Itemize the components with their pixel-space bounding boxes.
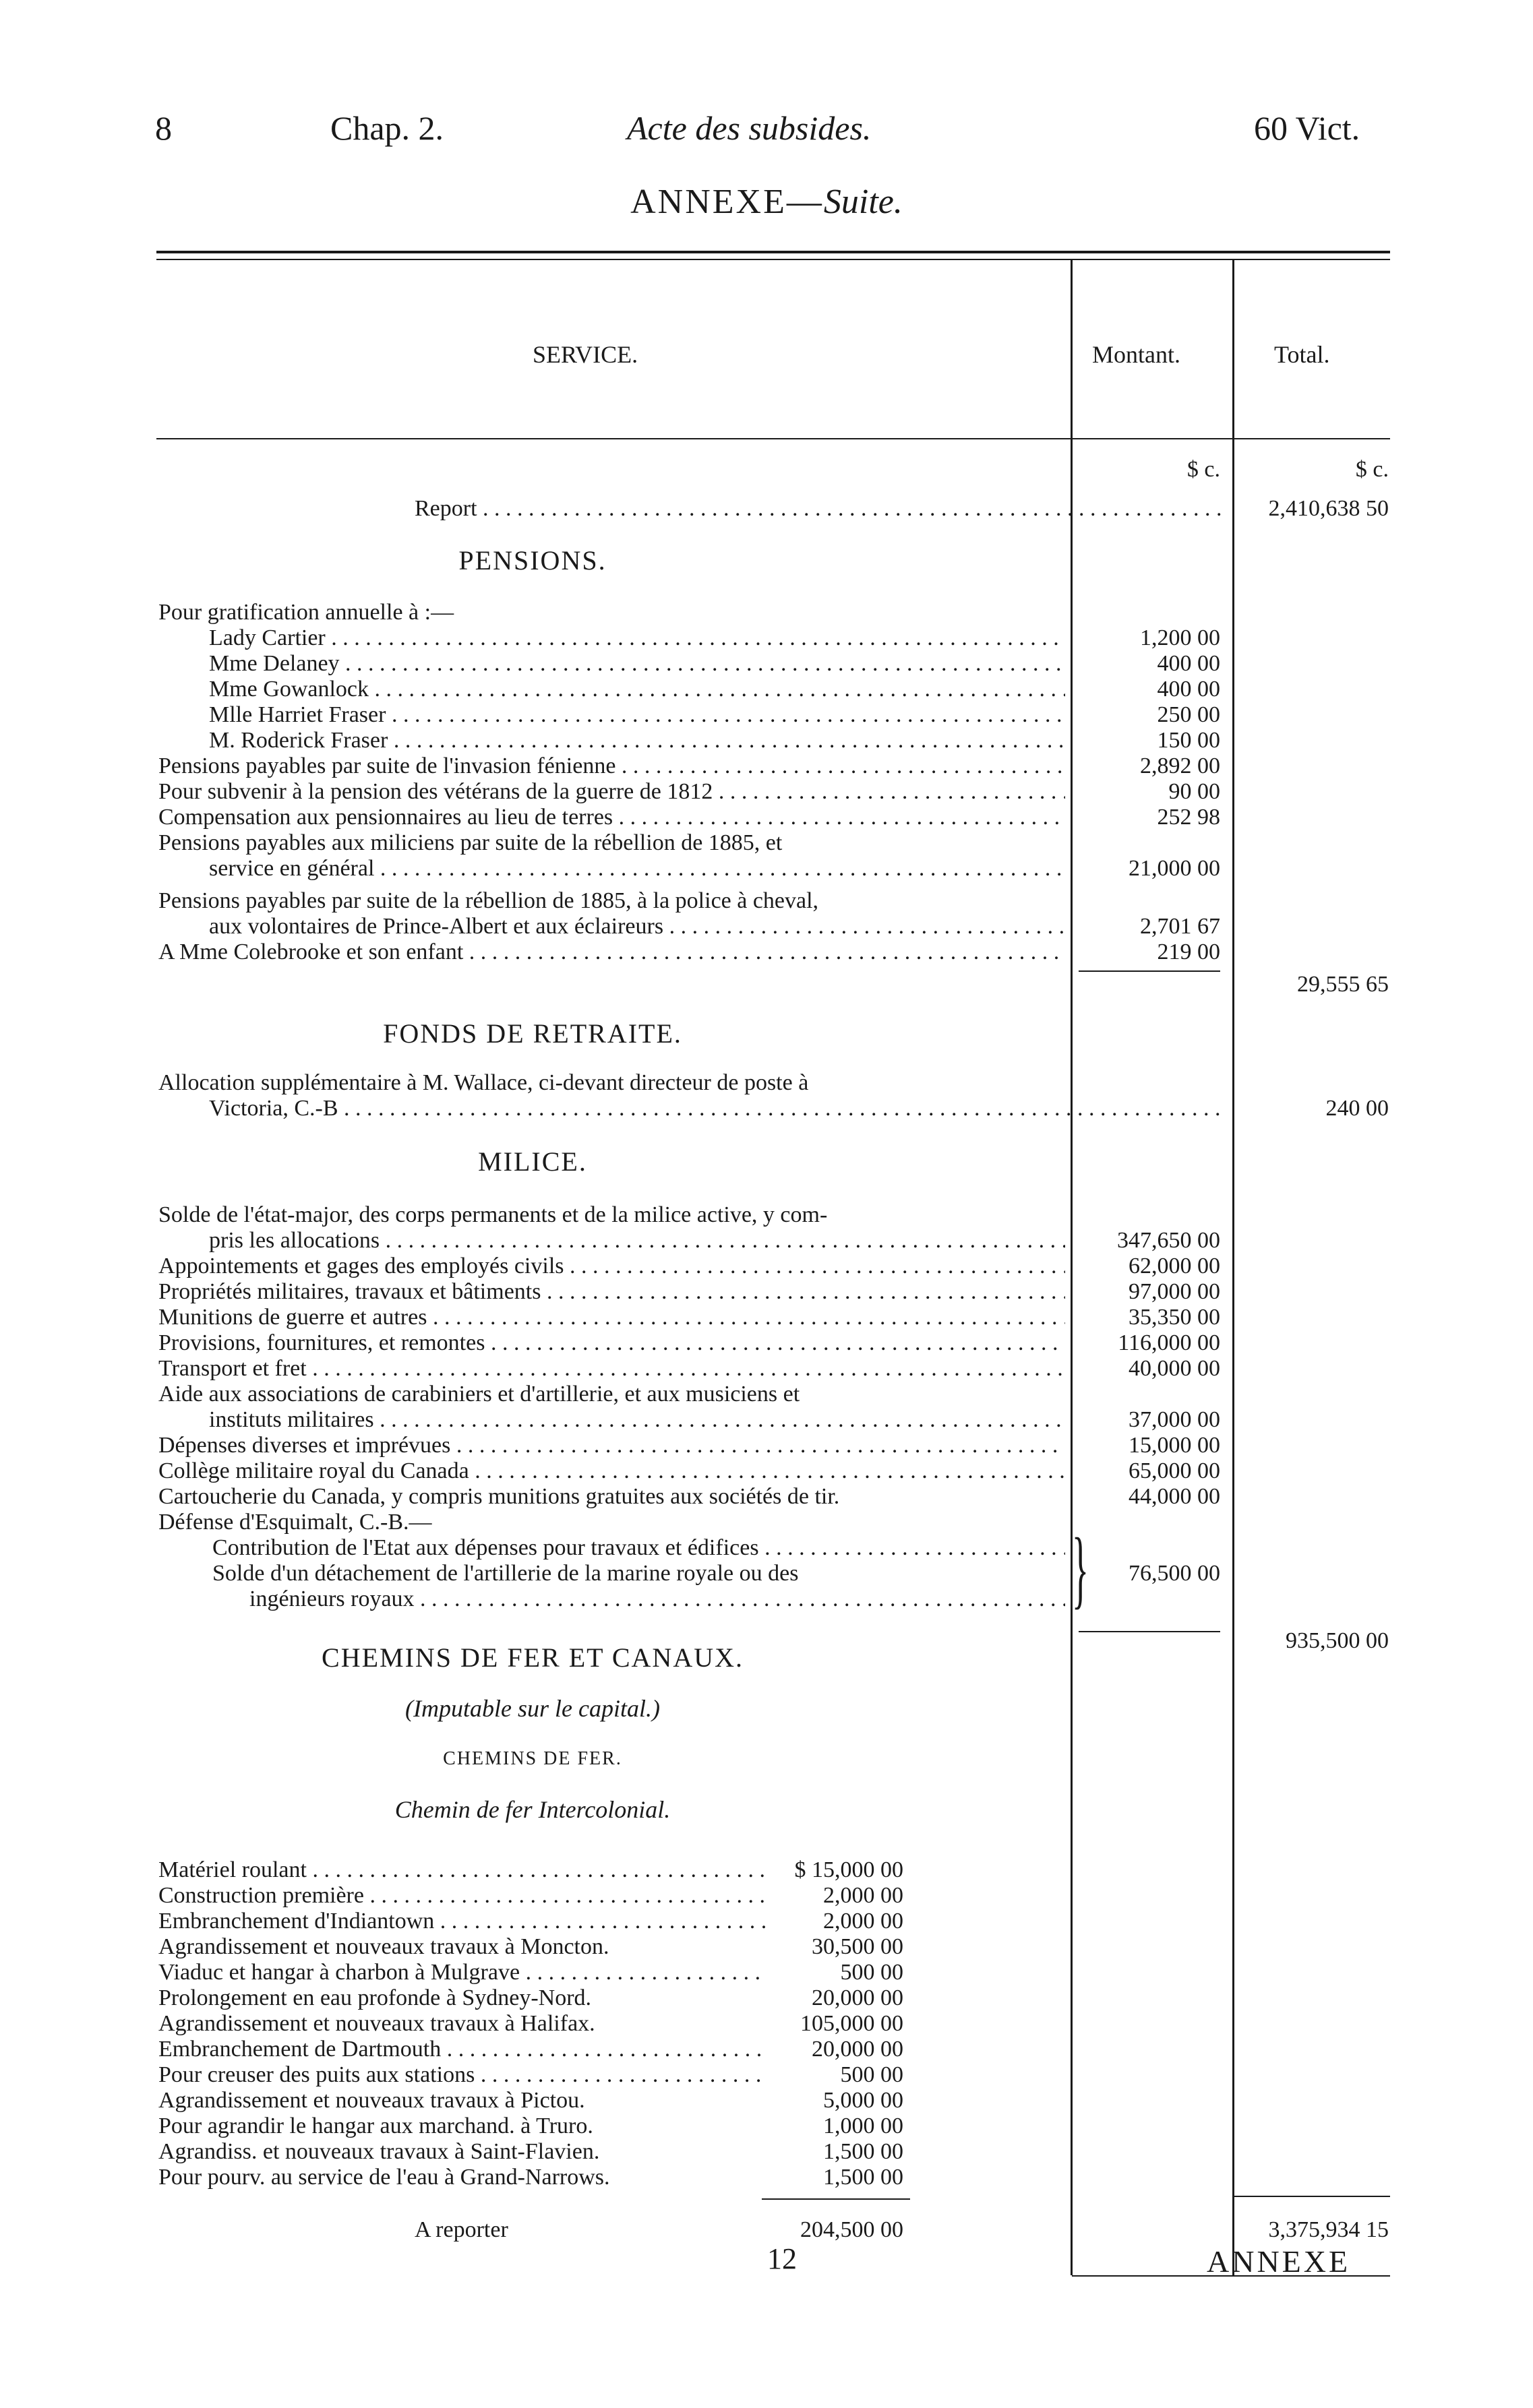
list-item-continued: aux volontaires de Prince-Albert et aux éclaireurs . . . 2,701 67 xyxy=(0,914,1533,939)
list-item: Aide aux associations de carabiniers et d'artillerie, et aux musiciens et xyxy=(158,1382,800,1407)
reporter-top-rule xyxy=(1234,2196,1390,2197)
esquimalt-row: Défense d'Esquimalt, C.-B.— xyxy=(158,1510,432,1535)
page-title-suffix: Suite. xyxy=(823,183,903,221)
list-item: Agrandissement et nouveaux travaux à Moncton. 30,500 00 xyxy=(158,1934,903,1959)
table-top-rule xyxy=(156,251,1390,253)
pensions-intro-text: Pour gratification annuelle à :— xyxy=(158,600,454,625)
pensions-intro xyxy=(0,600,1533,625)
page-title xyxy=(0,182,1533,222)
list-item: Pour agrandir le hangar aux marchand. à Truro. 1,000 00 xyxy=(158,2113,903,2138)
esquimalt-amount: 76,500 00 xyxy=(1129,1561,1220,1586)
signature-mark: 12 xyxy=(767,2242,797,2275)
regnal-year: 60 Vict. xyxy=(1254,109,1360,147)
retraite-row-continued: Victoria, C.-B . . . 240 00 xyxy=(0,1096,1533,1121)
list-item: Cartoucherie du Canada, y compris munitions gratuites aux sociétés de tir. 44,000 00 xyxy=(158,1484,1220,1509)
retraite-total: 240 00 xyxy=(1325,1096,1389,1121)
catchword: ANNEXE xyxy=(1207,2244,1351,2279)
list-item: Lady Cartier . . . 1,200 00 xyxy=(0,625,1533,651)
list-item: Solde de l'état-major, des corps permanents et de la milice active, y com- xyxy=(158,1202,828,1227)
list-item: Pensions payables par suite de la rébellion de 1885, à la police à cheval, xyxy=(158,888,819,913)
service-column-header: SERVICE. xyxy=(533,341,638,368)
list-item: Compensation aux pensionnaires au lieu de terres . . . 252 98 xyxy=(0,805,1533,830)
list-item: Agrandissement et nouveaux travaux à Pictou. 5,000 00 xyxy=(158,2088,903,2113)
currency-row xyxy=(0,457,1533,483)
milice-total: 935,500 00 xyxy=(1286,1628,1389,1653)
esquimalt-sub-3: ingénieurs royaux . . . xyxy=(0,1586,1533,1612)
page-title-main: ANNEXE— xyxy=(630,183,824,221)
list-item-continued: pris les allocations . . . 347,650 00 xyxy=(0,1228,1533,1254)
list-item: Pour pourv. au service de l'eau à Grand-Narrows. 1,500 00 xyxy=(158,2165,903,2190)
retraite-heading: FONDS DE RETRAITE. xyxy=(383,1018,682,1049)
chemins-heading: CHEMINS DE FER ET CANAUX. xyxy=(322,1642,744,1673)
list-item: Pour creuser des puits aux stations . . . 500 00 xyxy=(0,2062,1533,2088)
reporter-label: A reporter xyxy=(415,2217,508,2242)
pensions-total: 29,555 65 xyxy=(1297,972,1389,997)
list-item: Pour subvenir à la pension des vétérans de la guerre de 1812 . . . 90 00 xyxy=(0,779,1533,805)
esquimalt-brace: } xyxy=(1072,1520,1089,1617)
report-label: Report . . . xyxy=(415,496,1224,522)
list-item: Prolongement en eau profonde à Sydney-Nord. 20,000 00 xyxy=(158,1985,903,2010)
list-item: Collège militaire royal du Canada . . . 65,000 00 xyxy=(0,1458,1533,1484)
list-item: Viaduc et hangar à charbon à Mulgrave . . . 500 00 xyxy=(0,1960,1533,1985)
list-item: M. Roderick Fraser . . . 150 00 xyxy=(0,728,1533,753)
chemins-subheading: (Imputable sur le capital.) xyxy=(405,1695,660,1722)
list-item: Transport et fret . . . 40,000 00 xyxy=(0,1356,1533,1382)
list-item: Mlle Harriet Fraser . . . 250 00 xyxy=(0,702,1533,728)
total-currency-label: $ c. xyxy=(1355,457,1389,482)
chemins-section: CHEMINS DE FER. xyxy=(443,1748,622,1769)
reporter-total: 3,375,934 15 xyxy=(1268,2217,1389,2242)
list-item: Pensions payables par suite de l'invasion fénienne . . . 2,892 00 xyxy=(0,753,1533,779)
list-item: Agrandiss. et nouveaux travaux à Saint-Flavien. 1,500 00 xyxy=(158,2139,903,2164)
list-item: Embranchement de Dartmouth . . . 20,000 00 xyxy=(0,2037,1533,2062)
list-item-continued: service en général . . . 21,000 00 xyxy=(0,856,1533,882)
list-item: Appointements et gages des employés civils . . . 62,000 00 xyxy=(0,1254,1533,1279)
chemins-sum-rule xyxy=(762,2198,910,2200)
list-item: Agrandissement et nouveaux travaux à Halifax. 105,000 00 xyxy=(158,2011,903,2036)
page-number: 8 xyxy=(155,109,172,147)
list-item: Dépenses diverses et imprévues . . . 15,000 00 xyxy=(0,1433,1533,1458)
list-item: Propriétés militaires, travaux et bâtiments . . . 97,000 00 xyxy=(0,1279,1533,1305)
railway-name: Chemin de fer Intercolonial. xyxy=(394,1796,671,1823)
table-top-rule-2 xyxy=(156,259,1390,260)
reporter-row xyxy=(0,2217,1533,2243)
list-item: Matériel roulant . . . $ 15,000 00 xyxy=(0,1857,1533,1883)
act-title: Acte des subsides. xyxy=(627,109,872,147)
total-column-header: Total. xyxy=(1274,341,1330,368)
report-total: 2,410,638 50 xyxy=(1268,496,1389,521)
esquimalt-sub-2: Solde d'un détachement de l'artillerie de la marine royale ou des xyxy=(212,1561,799,1586)
esquimalt-amount-row xyxy=(0,1561,1533,1586)
header-rule xyxy=(156,438,1390,439)
list-item: Pensions payables aux miliciens par suite de la rébellion de 1885, et xyxy=(158,830,783,855)
retraite-row: Allocation supplémentaire à M. Wallace, ci-devant directeur de poste à xyxy=(158,1070,809,1095)
pensions-heading: PENSIONS. xyxy=(458,545,607,576)
list-item: Construction première . . . 2,000 00 xyxy=(0,1883,1533,1909)
chapter-label: Chap. 2. xyxy=(330,109,444,147)
list-item: Embranchement d'Indiantown . . . 2,000 00 xyxy=(0,1909,1533,1934)
list-item: Mme Delaney . . . 400 00 xyxy=(0,651,1533,677)
list-item: Munitions de guerre et autres . . . 35,350 00 xyxy=(0,1305,1533,1330)
report-row xyxy=(0,496,1533,522)
list-item: Provisions, fournitures, et remontes . . . 116,000 00 xyxy=(0,1330,1533,1356)
list-item-continued: instituts militaires . . . 37,000 00 xyxy=(0,1407,1533,1433)
list-item: A Mme Colebrooke et son enfant . . . 219 00 xyxy=(0,939,1533,965)
pensions-total-row xyxy=(0,972,1533,997)
list-item: Mme Gowanlock . . . 400 00 xyxy=(0,677,1533,702)
montant-column-header: Montant. xyxy=(1092,341,1180,368)
montant-currency-label: $ c. xyxy=(1186,457,1220,482)
reporter-subtotal: 204,500 00 xyxy=(800,2217,903,2242)
milice-heading: MILICE. xyxy=(478,1146,587,1177)
esquimalt-sub-1: Contribution de l'Etat aux dépenses pour travaux et édifices . . . xyxy=(0,1535,1533,1561)
